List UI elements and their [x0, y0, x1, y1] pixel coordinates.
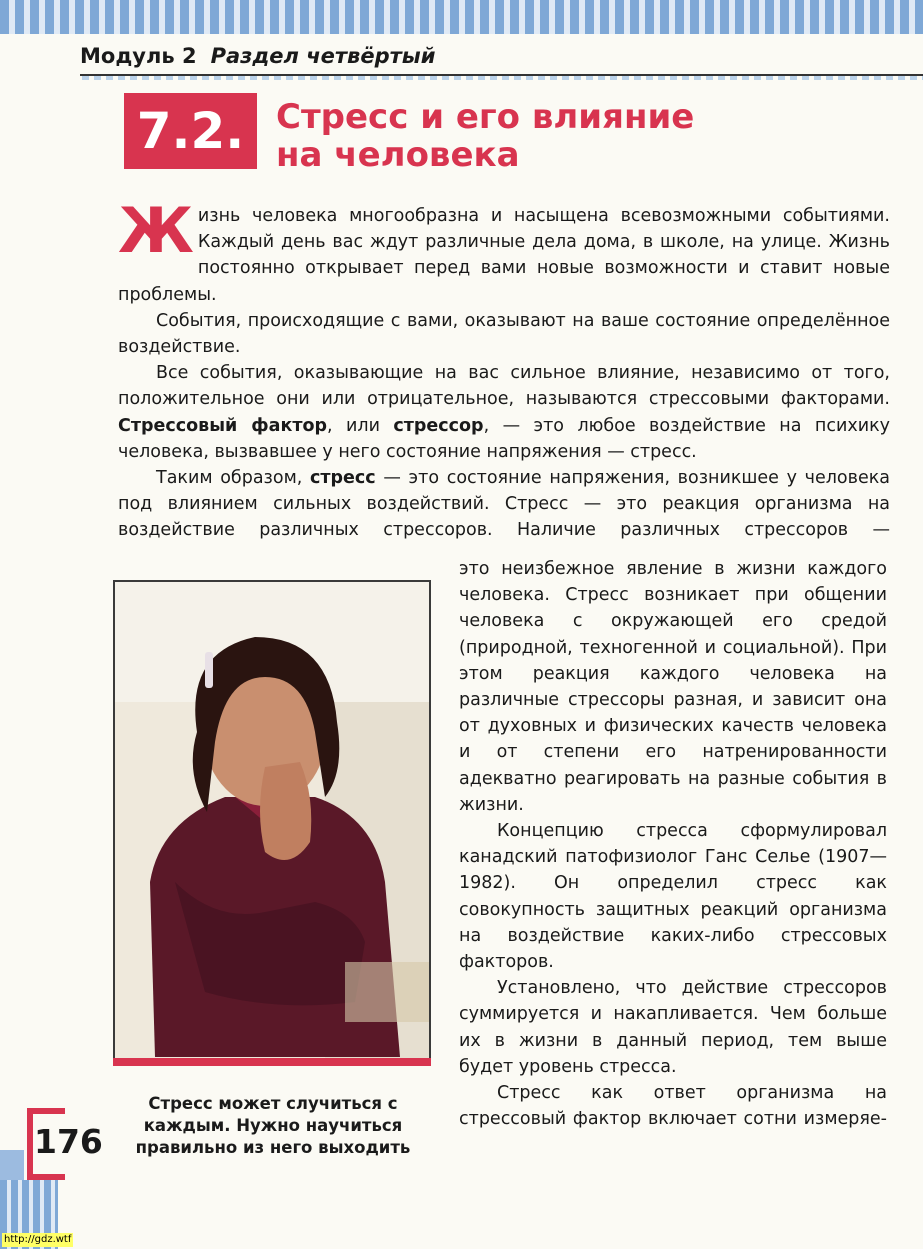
photo-caption: Стресс может случиться с каждым. Нужно научиться правильно из него выходить: [135, 1094, 411, 1157]
paragraph-events: События, происходящие с вами, оказывают на ваше состояние определённое воздействие.: [118, 310, 890, 358]
paragraph-stress-definition-continued: это неизбежное явление в жизни каждого человека. Стресс возникает при общении человека с окружающей его средой (природной, техногенной и социальной). При этом реакция каждого человека на различные стрессоры разная, и зависит она от духовных и физических качеств человека и от степени его натренированности адекватно реагировать на разные события в жизни.: [459, 559, 887, 815]
photo-stressed-girl: [113, 580, 431, 1066]
page-number: 176: [34, 1122, 103, 1161]
top-decorative-stripe: [0, 0, 923, 34]
p4-text-b: — это состояние напряжения, возникшее у человека под влиянием сильных воздействий. Стресс — это реакция организма на воздействие различных стрессоров. Наличие различных стрессоров —: [118, 468, 890, 541]
paragraph-response: Стресс как ответ организма на стрессовый фактор включает сотни измеряе-: [459, 1083, 887, 1130]
p4-text-a: Таким образом,: [156, 468, 311, 489]
p3-text-b: , или: [327, 415, 394, 436]
chapter-title: [276, 98, 836, 174]
term-stress: стресс: [310, 468, 376, 489]
photo-accent-bar: [113, 1058, 431, 1066]
paragraph-stress-factors: [118, 360, 890, 465]
chapter-number: 7.2.: [136, 102, 245, 160]
p3-text-c: , — это любое воздействие на психику человека, вызвавшее у него состояние напряжения — стресс.: [118, 415, 890, 462]
chapter-number-box: [124, 93, 257, 169]
p3-text-a: Все события, оказывающие на вас сильное влияние, независимо от того, положительное они или отрицательное, называются стрессовыми факторами.: [118, 363, 890, 410]
term-stressor: стрессор: [393, 415, 484, 436]
drop-cap: Ж: [118, 194, 194, 267]
watermark-url: http://gdz.wtf: [4, 1234, 72, 1245]
paragraph-accumulation: Установлено, что действие стрессоров суммируется и накапливается. Чем больше их в жизни в данный период, тем выше будет уровень стресса.: [459, 978, 887, 1077]
module-label: Модуль 2: [80, 44, 197, 68]
main-text-full-width: [118, 194, 890, 544]
header-decorative-stripe: [82, 76, 923, 80]
running-head: [80, 40, 923, 76]
main-text-right-column: [459, 556, 887, 1132]
chapter-title-line-2: на человека: [276, 135, 520, 175]
paragraph-selye: Концепцию стресса сформулировал канадский патофизиолог Ганс Селье (1907—1982). Он определил стресс как совокупность защитных реакций организма на воздействие каких-либо стрессовых факторов.: [459, 821, 887, 973]
section-label: Раздел четвёртый: [210, 44, 436, 68]
intro-text: изнь человека многообразна и насыщена всевозможными событиями. Каждый день вас ждут различные дела дома, в школе, на улице. Жизнь постоянно открывает перед вами новые возможности и ставит новые проблемы.: [118, 206, 890, 305]
chapter-title-line-1: Стресс и его влияние: [276, 97, 695, 137]
paragraph-stress-definition: [118, 465, 890, 544]
paragraph-intro: [118, 194, 890, 308]
term-stress-factor: Стрессовый фактор: [118, 415, 328, 436]
girl-illustration: [115, 582, 429, 1064]
